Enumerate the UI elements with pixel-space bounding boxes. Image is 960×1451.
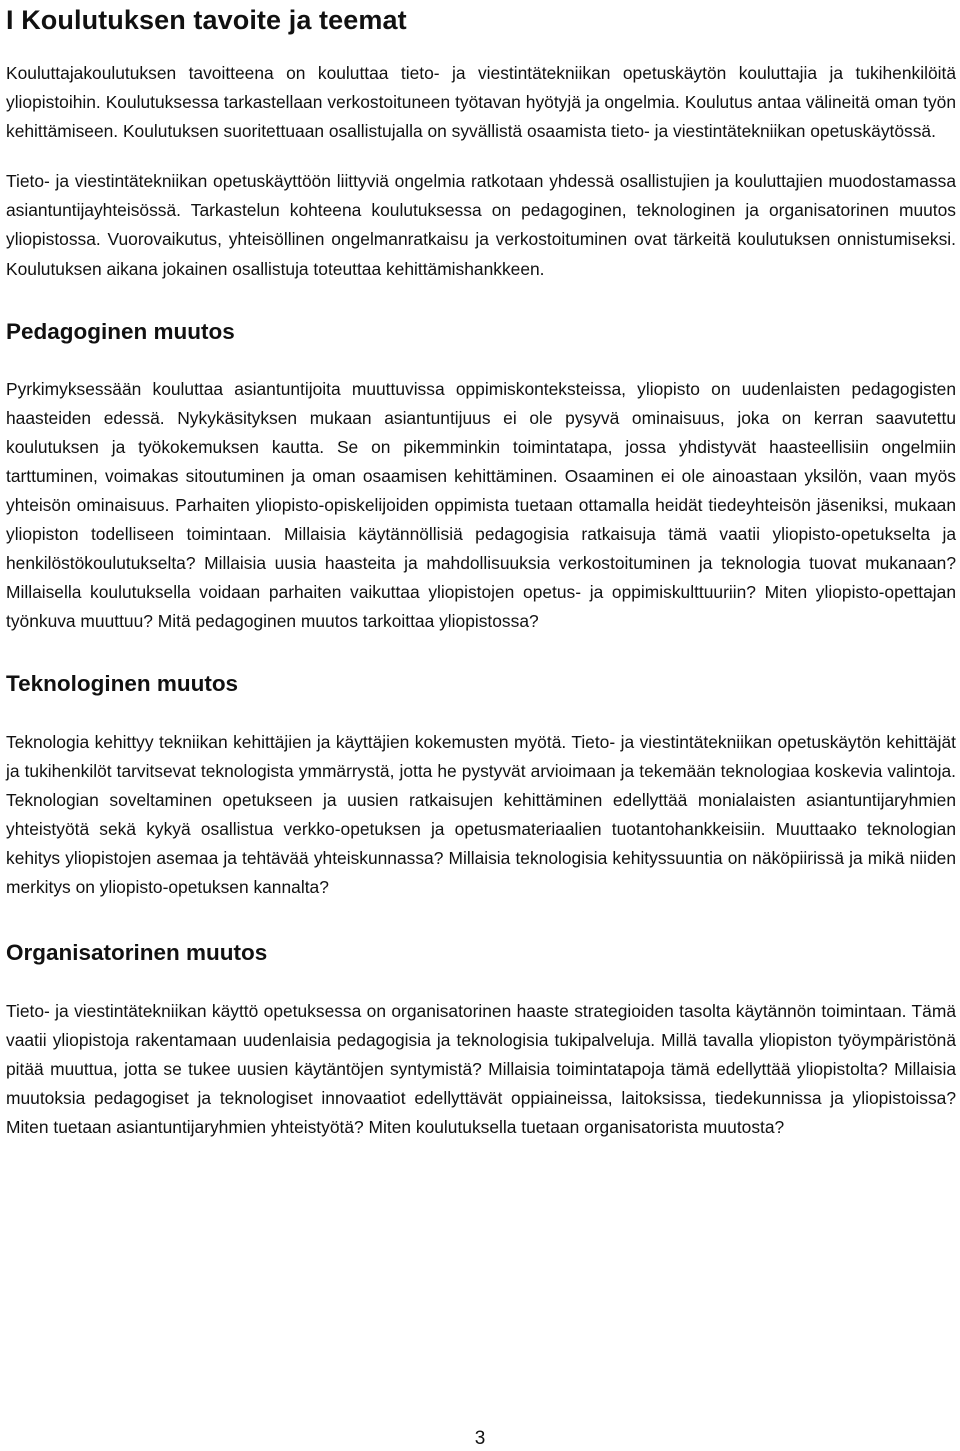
page-number: 3 (474, 1428, 486, 1449)
section-text-technological: Teknologia kehittyy tekniikan kehittäjien ja käyttäjien kokemusten myötä. Tieto- ja viestintätekniikan opetuskäytön kehittäjät ja tukihenkilöt tarvitsevat teknologista ymmärrystä, jotta he pystyvät arvioimaan ja tekemään teknologiaa koskevia valintoja. Teknologian soveltaminen opetukseen ja uusien ratkaisujen kehittäminen edellyttää monialaisten asiantuntijaryhmien yhteistyötä sekä kykyä osallistua verkko-opetuksen ja opetusmateriaalien tuotantohankkeisiin. Muuttaako teknologian kehitys yliopistojen asemaa ja tehtävää yhteiskunnassa? Millaisia teknologisia kehityssuuntia on näköpiirissä ja mikä niiden merkitys on yliopisto-opetuksen kannalta? (6, 731, 956, 897)
section-heading-organizational: Organisatorinen muutos (6, 940, 268, 966)
intro-paragraph-goal: Kouluttajakoulutuksen tavoitteena on kouluttaa tieto- ja viestintätekniikan opetuskäytön kouluttajia ja tukihenkilöitä yliopistoihin. Koulutuksessa tarkastellaan verkostoituneen työtavan hyötyjä ja ongelmia. Koulutus antaa välineitä oman työn kehittämiseen. Koulutuksen suoritettuaan osallistujalla on syvällistä osaamista tieto- ja viestintätekniikan opetuskäytössä. (6, 63, 956, 142)
page-title: I Koulutuksen tavoite ja teemat (6, 5, 407, 35)
intro-paragraph-themes: Tieto- ja viestintätekniikan opetuskäyttöön liittyviä ongelmia ratkotaan yhdessä osallistujien ja kouluttajien muodostamassa asiantuntijayhteisössä. Tarkastelun kohteena koulutuksessa on pedagoginen, teknologinen ja organisatorinen muutos yliopistossa. Vuorovaikutus, yhteisöllinen ongelmanratkaisu ja verkostoituminen ovat tärkeitä koulutuksen onnistumiseksi. Koulutuksen aikana jokainen osallistuja toteuttaa kehittämishankkeen. (6, 171, 956, 279)
section-text-pedagogical: Pyrkimyksessään kouluttaa asiantuntijoita muuttuvissa oppimiskonteksteissa, yliopisto on uudenlaisten pedagogisten haasteiden edessä. Nykykäsityksen mukaan asiantuntijuus ei ole pysyvä ominaisuus, joka on kerran saavutettu koulutuksen ja työkokemuksen kautta. Se on pikemminkin toimintatapa, jossa yhdistyvät haasteellisiin ongelmiin tarttuminen, voimakas sitoutuminen ja oman osaamisen kehittäminen. Osaaminen ei ole ainoastaan yksilön, vaan myös yhteisön ominaisuus. Parhaiten yliopisto-opiskelijoiden oppimista tuetaan ottamalla heidät tiedeyhteisön jäseniksi, mukaan yliopiston todelliseen toimintaan. Millaisia käytännöllisiä pedagogisia ratkaisuja tämä vaatii yliopisto-opetukselta ja henkilöstökoulutukselta? Millaisia uusia haasteita ja mahdollisuuksia verkostoituminen ja teknologia tuovat mukanaan? Millaisella koulutuksella voidaan parhaiten vaikuttaa yliopistojen opetus- ja oppimiskulttuuriin? Miten yliopisto-opettajan työnkuva muuttuu? Mitä pedagoginen muutos tarkoittaa yliopistossa? (6, 378, 956, 632)
section-heading-pedagogical: Pedagoginen muutos (6, 318, 235, 344)
section-heading-technological: Teknologinen muutos (6, 670, 239, 696)
document-page (6, 0, 956, 1143)
section-text-organizational: Tieto- ja viestintätekniikan käyttö opetuksessa on organisatorinen haaste strategioiden tasolta käytännön toimintaan. Tämä vaatii yliopistoja rakentamaan uudenlaisia pedagogisia ja teknologisia tukipalveluja. Millä tavalla yliopiston työympäristönä pitää muuttua, jotta se tukee uusien käytäntöjen syntymistä? Millaisia toimintatapoja tämä edellyttää yliopistolta? Millaisia muutoksia pedagogiset ja teknologiset innovaatiot edellyttävät oppiaineissa, laitoksissa, tiedekunnissa ja yliopistoissa? Miten tuetaan asiantuntijaryhmien yhteistyötä? Miten koulutuksella tuetaan organisatorista muutosta? (6, 1001, 956, 1138)
